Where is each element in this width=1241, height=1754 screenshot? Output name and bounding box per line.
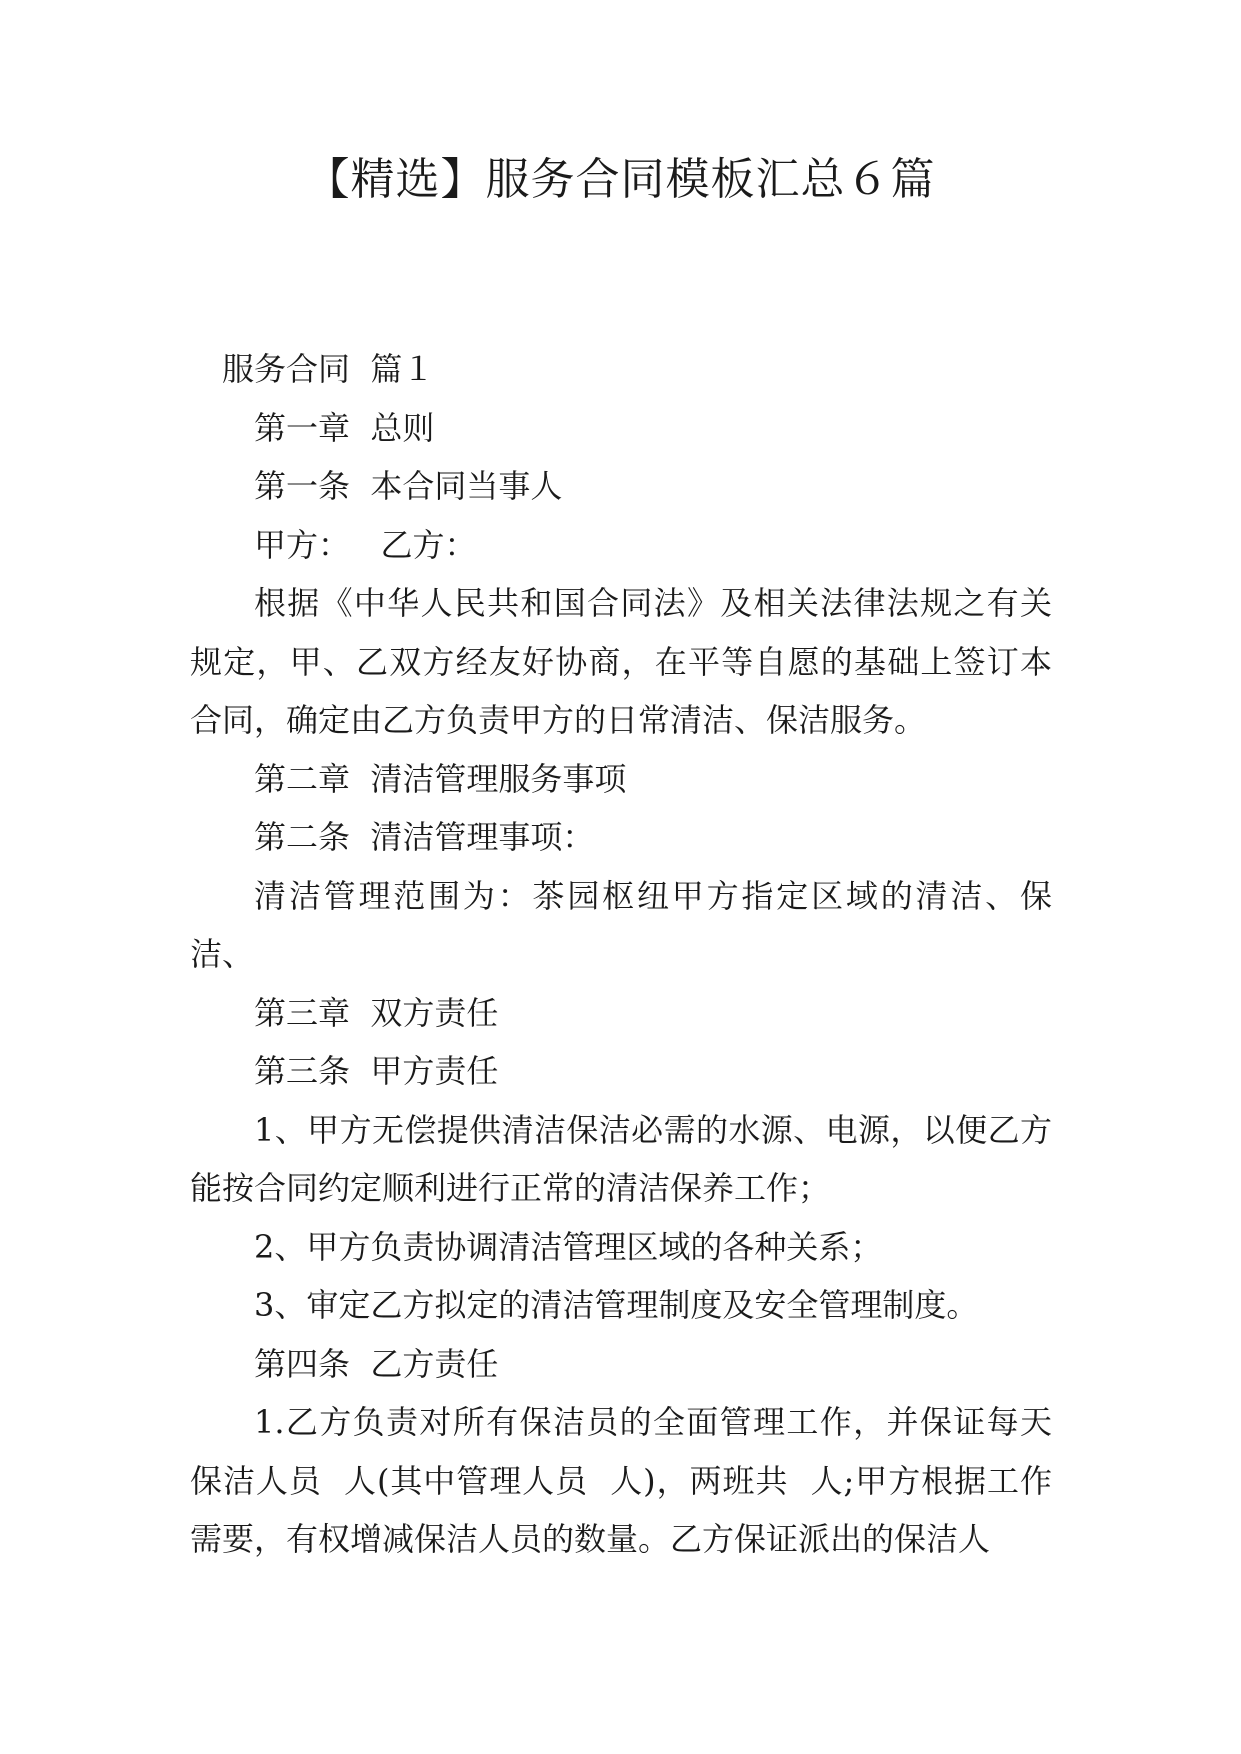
list-item: 3、审定乙方拟定的清洁管理制度及安全管理制度。 — [254, 1286, 979, 1324]
document-body — [190, 340, 1052, 1569]
body-paragraph: 清洁管理范围为：茶园枢纽甲方指定区域的清洁、保洁、 — [190, 876, 1052, 973]
list-item: 1、甲方无偿提供清洁保洁必需的水源、电源，以便乙方能按合同约定顺利进行正常的清洁保养工作； — [190, 1110, 1052, 1207]
parties-line: 甲方： 乙方： — [254, 525, 477, 564]
article-heading: 第一条 本合同当事人 — [254, 467, 563, 505]
body-paragraph: 根据《中华人民共和国合同法》及相关法律法规之有关规定，甲、乙双方经友好协商，在平等自愿的基础上签订本合同，确定由乙方负责甲方的日常清洁、保洁服务。 — [190, 584, 1052, 739]
article-heading: 第三条 甲方责任 — [254, 1052, 499, 1090]
section-heading: 服务合同 篇１ — [222, 350, 435, 388]
chapter-heading: 第一章 总则 — [254, 408, 435, 447]
article-heading: 第四条 乙方责任 — [254, 1344, 499, 1383]
chapter-heading: 第二章 清洁管理服务事项 — [254, 759, 627, 798]
list-item: 2、甲方负责协调清洁管理区域的各种关系； — [254, 1227, 883, 1266]
list-item: 1.乙方负责对所有保洁员的全面管理工作，并保证每天保洁人员 人(其中管理人员 人)，两班共 人;甲方根据工作需要，有权增减保洁人员的数量。乙方保证派出的保洁人 — [190, 1403, 1052, 1558]
document-title: 【精选】服务合同模板汇总６篇 — [305, 154, 936, 205]
article-heading: 第二条 清洁管理事项： — [254, 818, 595, 856]
chapter-heading: 第三章 双方责任 — [254, 993, 499, 1032]
